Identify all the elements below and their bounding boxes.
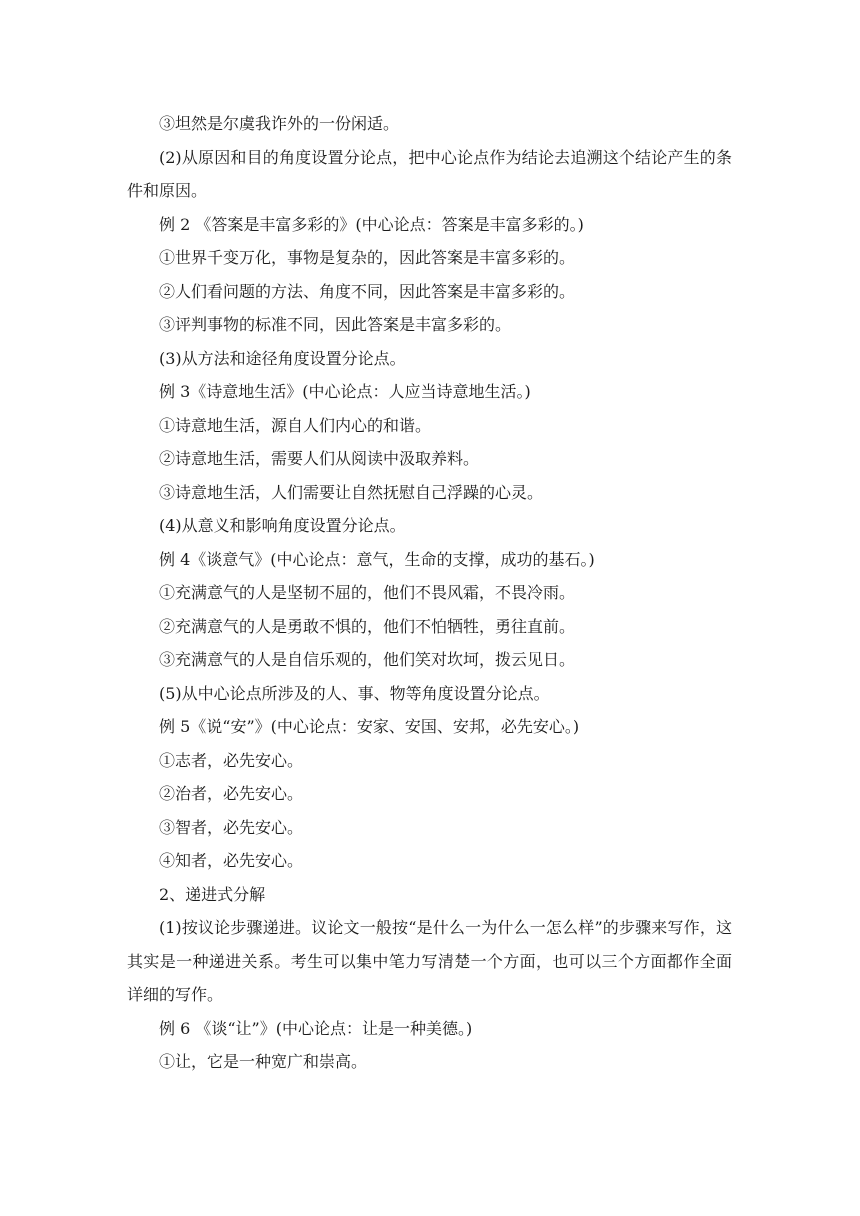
paragraph: (3)从方法和途径角度设置分论点。: [159, 348, 406, 368]
paragraph: 例 2 《答案是丰富多彩的》(中心论点：答案是丰富多彩的。): [159, 214, 584, 234]
paragraph: ①让，它是一种宽广和崇高。: [159, 1052, 368, 1071]
paragraph: ②诗意地生活，需要人们从阅读中汲取养料。: [159, 449, 480, 468]
paragraph: ③坦然是尔虞我诈外的一份闲适。: [159, 114, 400, 133]
paragraph: ③智者，必先安心。: [159, 817, 304, 837]
paragraph: ①诗意地生活，源自人们内心的和谐。: [159, 415, 432, 435]
paragraph: ②治者，必先安心。: [159, 784, 304, 803]
document-body: [127, 107, 732, 1079]
paragraph: ③诗意地生活，人们需要让自然抚慰自己浮躁的心灵。: [159, 482, 544, 502]
paragraph: ④知者，必先安心。: [159, 851, 304, 870]
paragraph: ①志者，必先安心。: [159, 750, 304, 770]
paragraph: (2)从原因和目的角度设置分论点，把中心论点作为结论去追溯这个结论产生的条件和原因。: [127, 147, 732, 200]
paragraph: 例 4《谈意气》(中心论点：意气，生命的支撑，成功的基石。): [159, 549, 595, 569]
paragraph: (5)从中心论点所涉及的人、事、物等角度设置分论点。: [159, 683, 550, 703]
paragraph: 例 6 《谈“让”》(中心论点：让是一种美德。): [159, 1018, 473, 1038]
paragraph: ②人们看问题的方法、角度不同，因此答案是丰富多彩的。: [159, 281, 576, 301]
paragraph: 例 5《说“安”》(中心论点：安家、安国、安邦，必先安心。): [159, 717, 580, 736]
paragraph: ②充满意气的人是勇敢不惧的，他们不怕牺牲，勇往直前。: [159, 616, 576, 636]
paragraph: (4)从意义和影响角度设置分论点。: [159, 516, 406, 535]
section-heading: 2、递进式分解: [159, 884, 266, 904]
paragraph: 例 3《诗意地生活》(中心论点：人应当诗意地生活。): [159, 382, 531, 401]
paragraph: (1)按议论步骤递进。议论文一般按“是什么一为什么一怎么样”的步骤来写作，这其实是一种递进关系。考生可以集中笔力写清楚一个方面，也可以三个方面都作全面详细的写作。: [127, 918, 732, 1004]
paragraph: ①充满意气的人是坚韧不屈的，他们不畏风霜，不畏冷雨。: [159, 583, 576, 602]
paragraph: ③评判事物的标准不同，因此答案是丰富多彩的。: [159, 315, 512, 334]
paragraph: ①世界千变万化，事物是复杂的，因此答案是丰富多彩的。: [159, 248, 576, 267]
paragraph: ③充满意气的人是自信乐观的，他们笑对坎坷，拨云见日。: [159, 650, 576, 669]
